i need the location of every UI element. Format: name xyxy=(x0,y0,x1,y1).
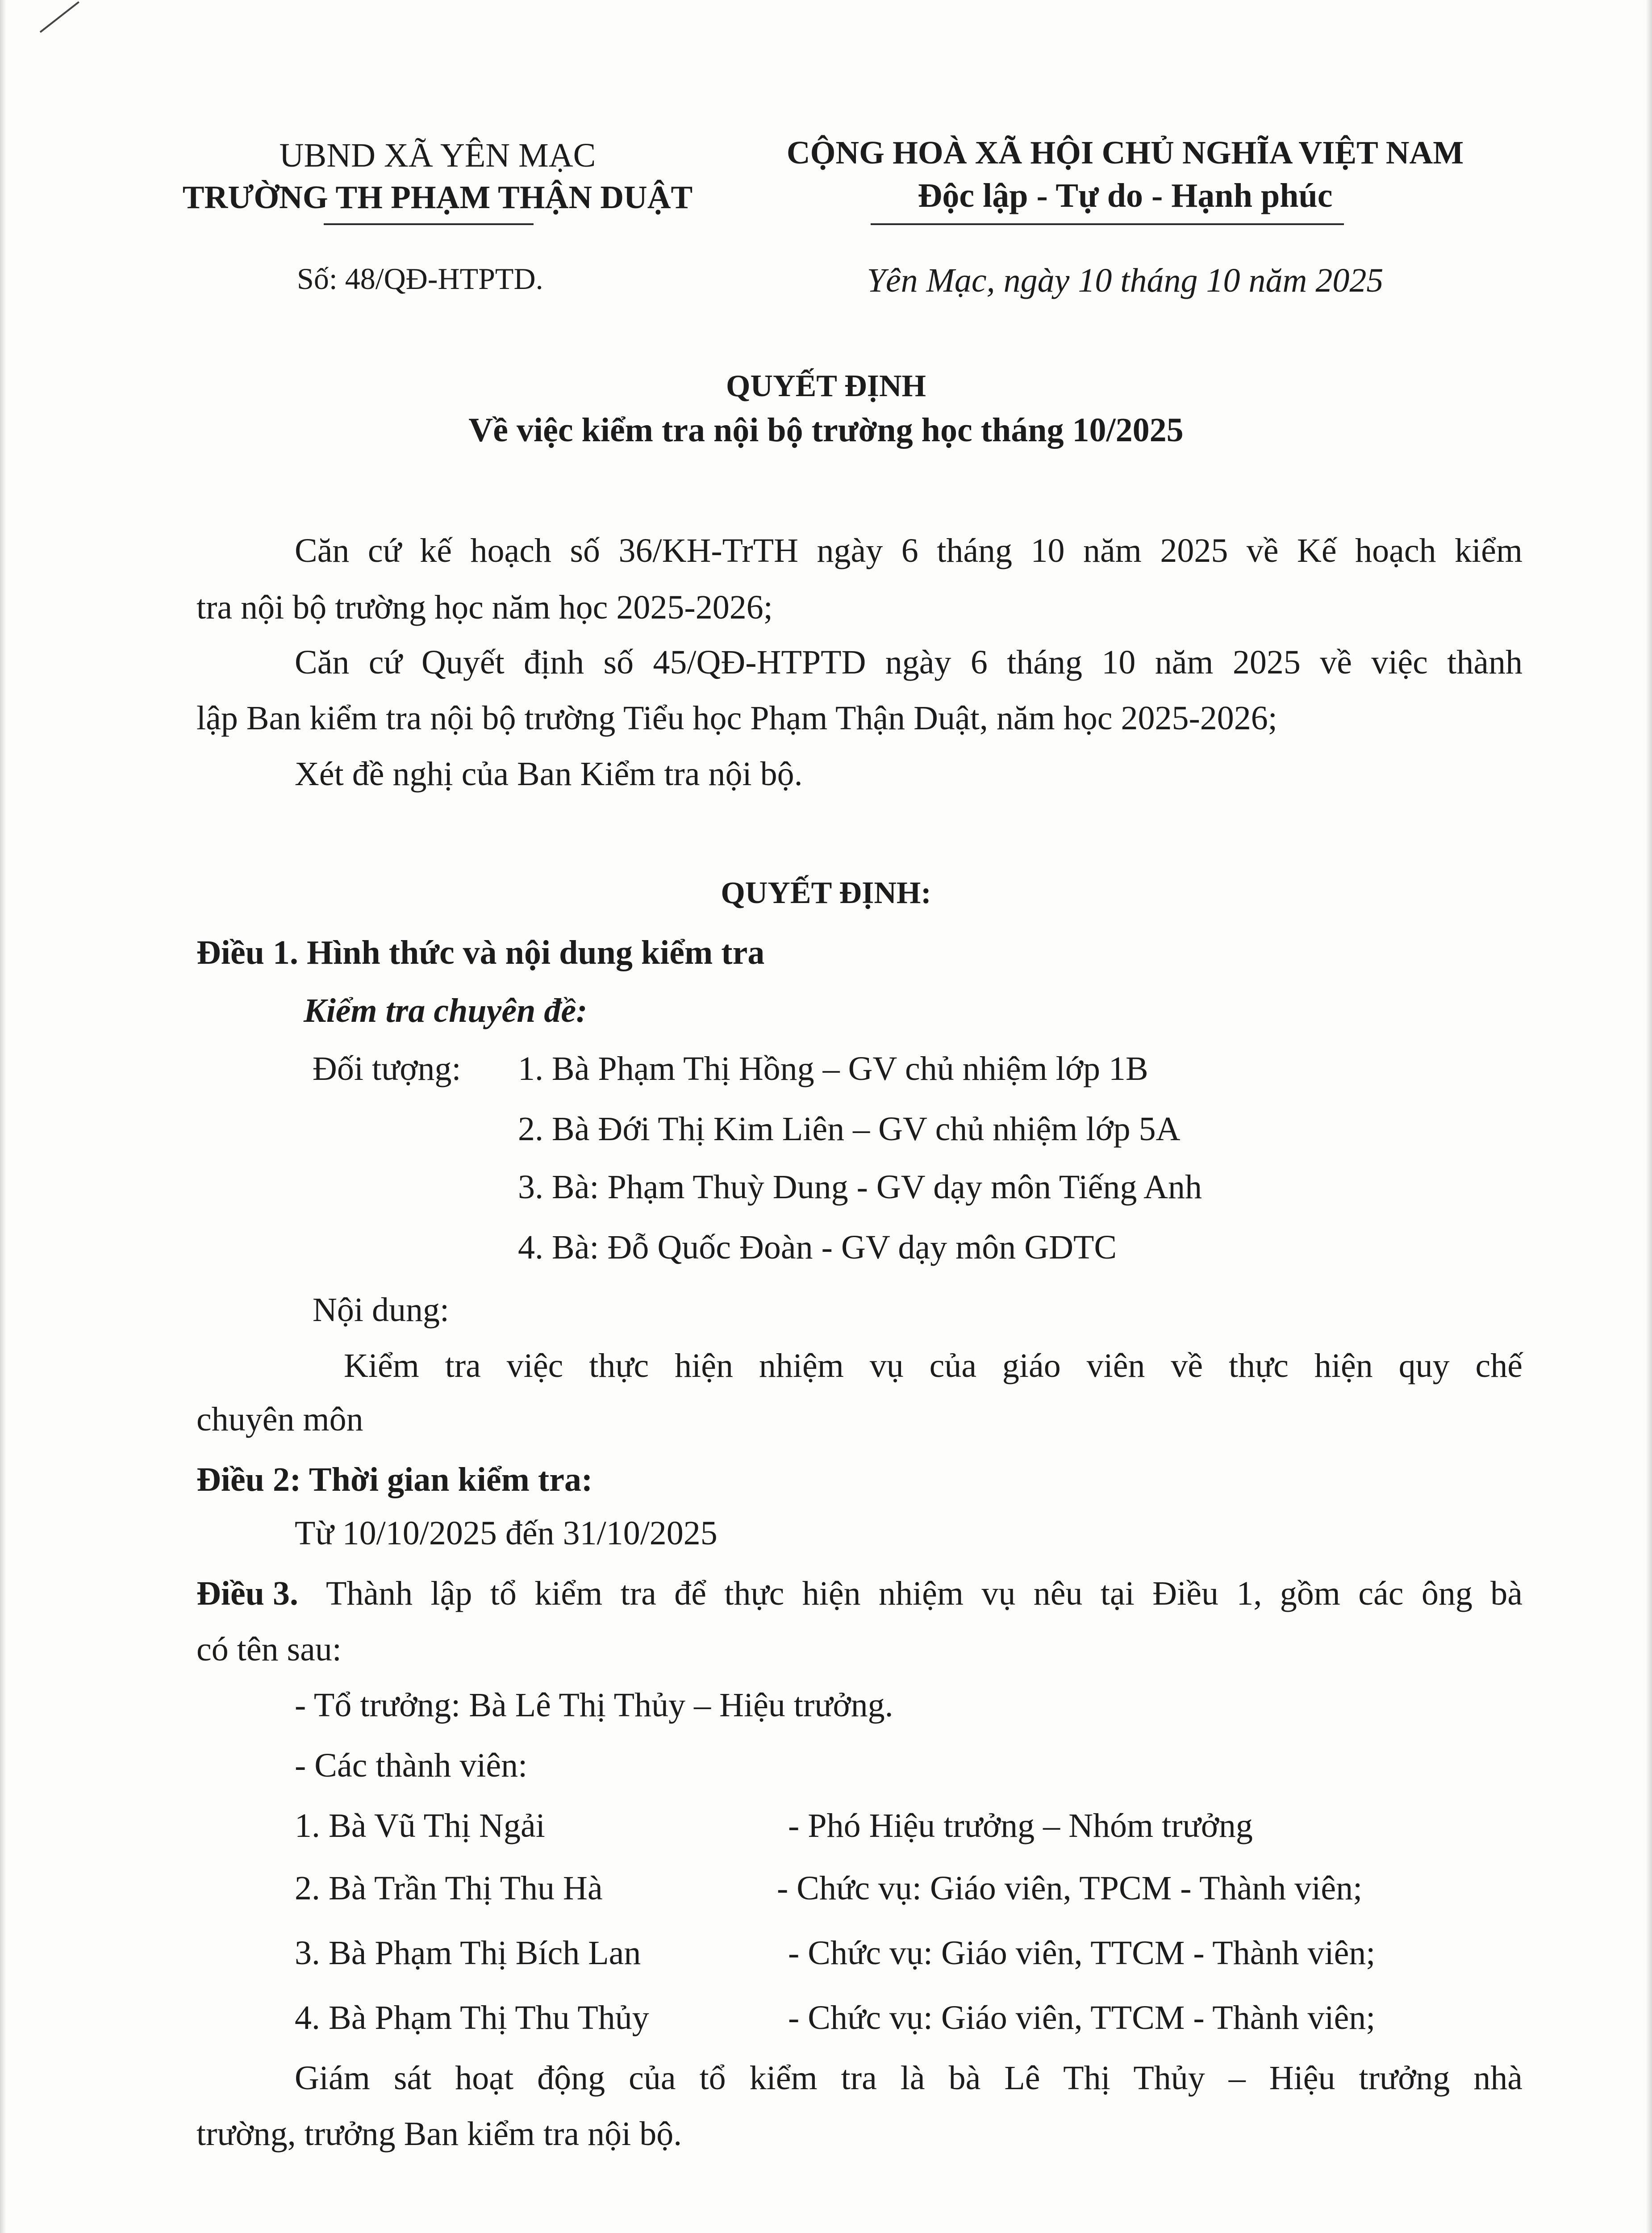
page-right-edge xyxy=(1646,0,1652,2233)
preamble-1-line-2: tra nội bộ trường học năm học 2025-2026; xyxy=(196,589,773,626)
org-line-2: TRƯỜNG TH PHẠM THẬN DUẬT xyxy=(182,179,693,215)
supervision-line-2: trường, trưởng Ban kiểm tra nội bộ. xyxy=(196,2115,682,2153)
document-title: QUYẾT ĐỊNH xyxy=(726,369,926,403)
subject-item: 2. Bà Đới Thị Kim Liên – GV chủ nhiệm lớp 5A xyxy=(518,1110,1181,1148)
content-line-2: chuyên môn xyxy=(196,1401,363,1438)
org-underline xyxy=(324,223,534,225)
place-date: Yên Mạc, ngày 10 tháng 10 năm 2025 xyxy=(867,262,1384,299)
member-name: 1. Bà Vũ Thị Ngải xyxy=(295,1807,545,1844)
motto-underline xyxy=(871,223,1344,225)
content-line-1: Kiểm tra việc thực hiện nhiệm vụ của giáo viên về thực hiện quy chế xyxy=(344,1347,1523,1384)
inspection-period: Từ 10/10/2025 đến 31/10/2025 xyxy=(295,1514,718,1552)
subject-item: 4. Bà: Đỗ Quốc Đoàn - GV dạy môn GDTC xyxy=(518,1229,1117,1266)
org-line-1: UBND XÃ YÊN MẠC xyxy=(279,137,596,174)
preamble-1-line-1: Căn cứ kế hoạch số 36/KH-TrTH ngày 6 tháng 10 năm 2025 về Kế hoạch kiểm xyxy=(295,532,1523,569)
article-3-heading: Điều 3. xyxy=(196,1575,298,1612)
team-leader: - Tổ trưởng: Bà Lê Thị Thủy – Hiệu trưởng. xyxy=(295,1686,893,1724)
member-name: 2. Bà Trần Thị Thu Hà xyxy=(295,1869,603,1907)
subject-item: 3. Bà: Phạm Thuỳ Dung - GV dạy môn Tiếng Anh xyxy=(518,1168,1202,1206)
members-label: - Các thành viên: xyxy=(295,1747,528,1784)
document-number: Số: 48/QĐ-HTPTD. xyxy=(297,262,543,296)
member-role: - Phó Hiệu trưởng – Nhóm trưởng xyxy=(788,1807,1253,1844)
member-role: - Chức vụ: Giáo viên, TTCM - Thành viên; xyxy=(788,1934,1376,1972)
member-name: 4. Bà Phạm Thị Thu Thủy xyxy=(295,1999,649,2036)
article-3-line-1: Thành lập tổ kiểm tra để thực hiện nhiệm vụ nêu tại Điều 1, gồm các ông bà xyxy=(326,1575,1523,1612)
preamble-2-line-2: lập Ban kiểm tra nội bộ trường Tiểu học Phạm Thận Duật, năm học 2025-2026; xyxy=(196,699,1277,737)
nation-motto: Độc lập - Tự do - Hạnh phúc xyxy=(918,177,1333,214)
document-subject: Về việc kiểm tra nội bộ trường học tháng 10/2025 xyxy=(468,411,1184,449)
pen-mark xyxy=(40,1,79,33)
decision-heading: QUYẾT ĐỊNH: xyxy=(721,876,931,910)
preamble-3: Xét đề nghị của Ban Kiểm tra nội bộ. xyxy=(295,755,803,793)
member-role: - Chức vụ: Giáo viên, TPCM - Thành viên; xyxy=(777,1869,1363,1907)
preamble-2-line-1: Căn cứ Quyết định số 45/QĐ-HTPTD ngày 6 tháng 10 năm 2025 về việc thành xyxy=(295,644,1523,681)
subjects-label: Đối tượng: xyxy=(313,1050,461,1087)
page-left-edge xyxy=(0,0,6,2233)
member-name: 3. Bà Phạm Thị Bích Lan xyxy=(295,1934,641,1972)
article-1-subheading: Kiểm tra chuyên đề: xyxy=(304,992,588,1029)
member-role: - Chức vụ: Giáo viên, TTCM - Thành viên; xyxy=(788,1999,1376,2036)
subject-item: 1. Bà Phạm Thị Hồng – GV chủ nhiệm lớp 1B xyxy=(518,1050,1148,1087)
supervision-line-1: Giám sát hoạt động của tổ kiểm tra là bà Lê Thị Thủy – Hiệu trưởng nhà xyxy=(295,2059,1523,2097)
article-1-heading: Điều 1. Hình thức và nội dung kiểm tra xyxy=(196,934,765,971)
content-label: Nội dung: xyxy=(313,1291,450,1329)
article-3-line-2: có tên sau: xyxy=(196,1631,342,1668)
nation-line-1: CỘNG HOÀ XÃ HỘI CHỦ NGHĨA VIỆT NAM xyxy=(786,134,1464,171)
article-2-heading: Điều 2: Thời gian kiểm tra: xyxy=(196,1461,593,1498)
